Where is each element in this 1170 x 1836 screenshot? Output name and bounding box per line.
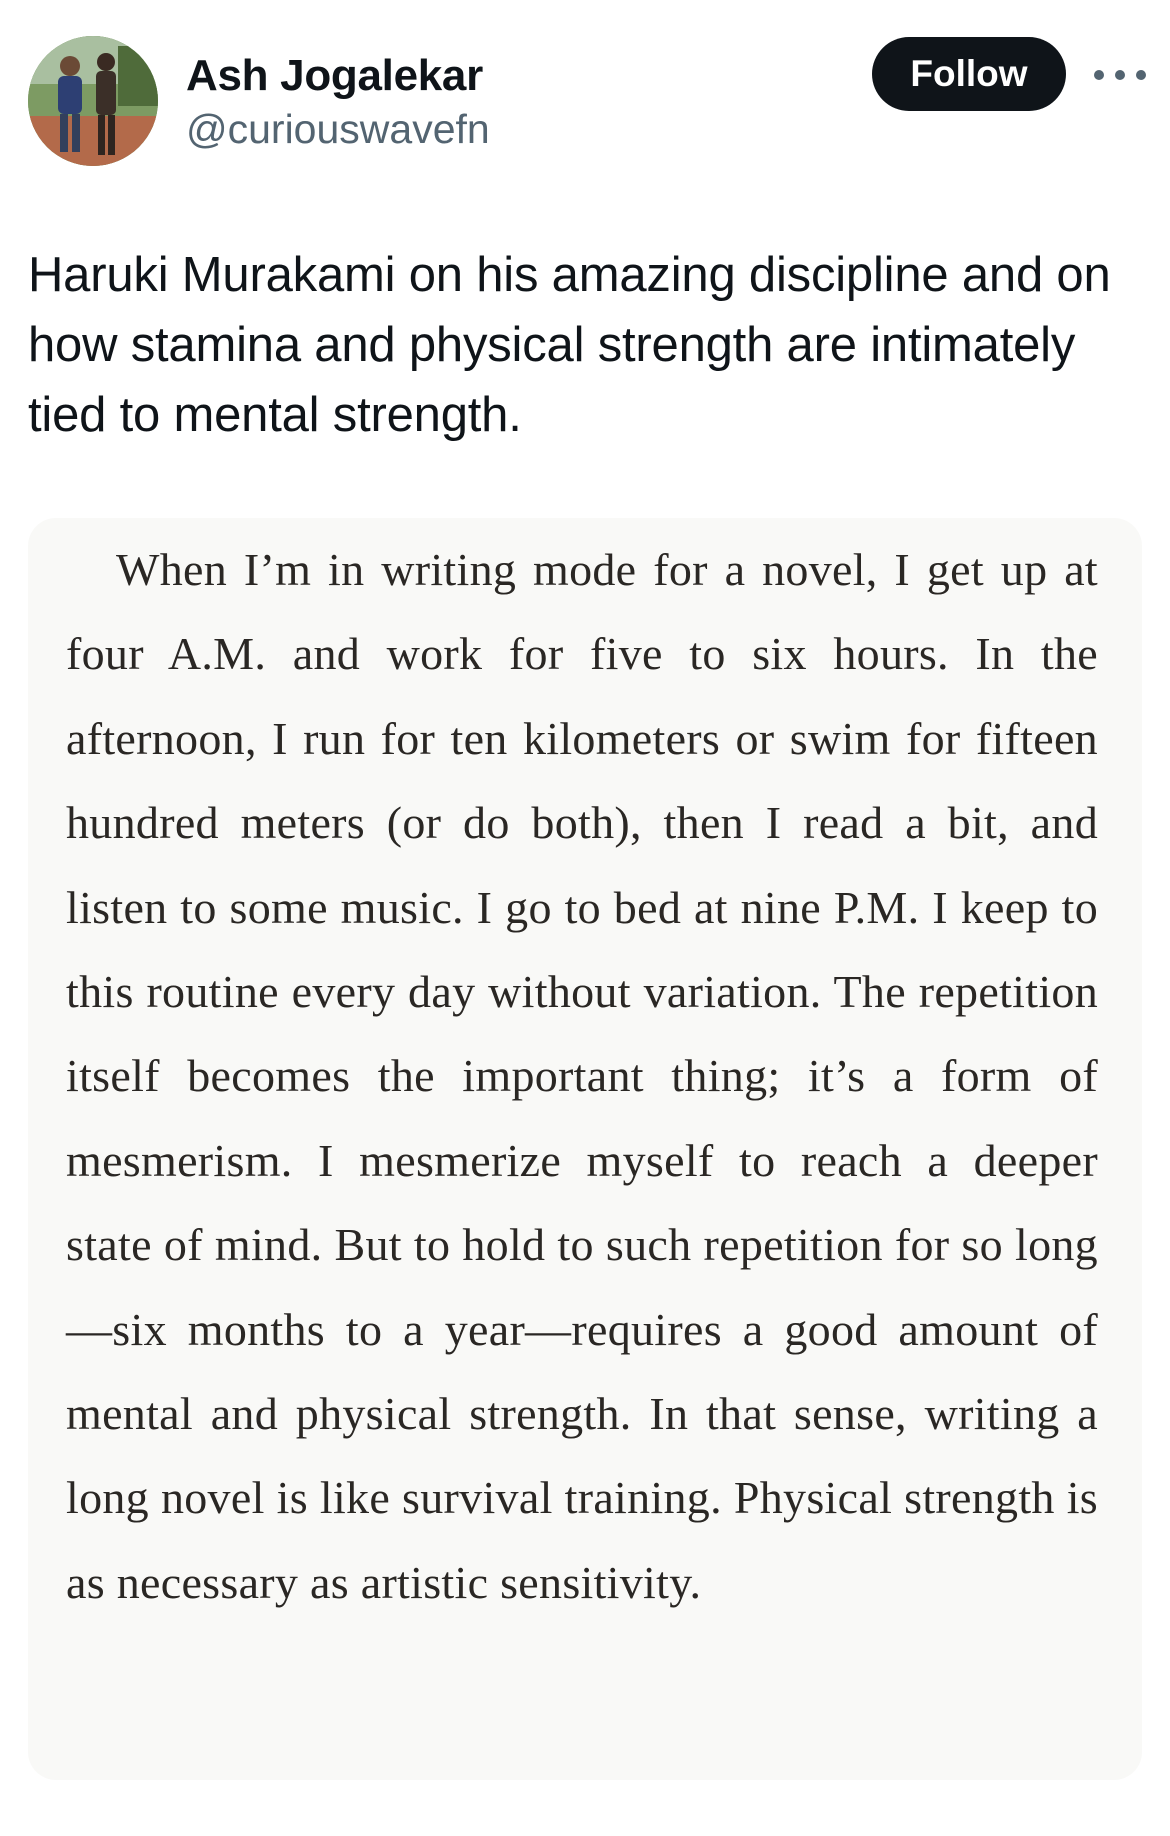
tweet-header	[0, 0, 1170, 190]
book-page-text: When I’m in writing mode for a novel, I get up at four A.M. and work for five to six hours. In the afternoon, I run for ten kilometers or swim for fifteen hundred meters (or do both), then I read a bit, and listen to some music. I go to bed at nine P.M. I keep to this routine every day without variation. The repetition itself becomes the important thing; it’s a form of mesmerism. I mesmerize myself to reach a deeper state of mind. But to hold to such repetition for so long —six months to a year—requires a good amount of mental and physical strength. In that sense, writing a long novel is like survival training. Physical strength is as necessary as artistic sensitivity.	[66, 544, 1098, 1608]
follow-button[interactable]: Follow	[872, 37, 1066, 111]
dot	[1136, 70, 1146, 80]
avatar[interactable]	[28, 36, 158, 166]
author-name[interactable]: Ash Jogalekar	[186, 51, 483, 100]
profile-photo-icon	[28, 36, 158, 166]
dot	[1094, 70, 1104, 80]
more-dots-icon[interactable]	[1094, 60, 1146, 90]
author-handle[interactable]: @curiouswavefn	[186, 106, 490, 152]
dot	[1115, 70, 1125, 80]
tweet-media-image[interactable]	[28, 518, 1142, 1780]
tweet-text: Haruki Murakami on his amazing discipline and on how stamina and physical strength are intimately tied to mental strength.	[28, 248, 1111, 442]
